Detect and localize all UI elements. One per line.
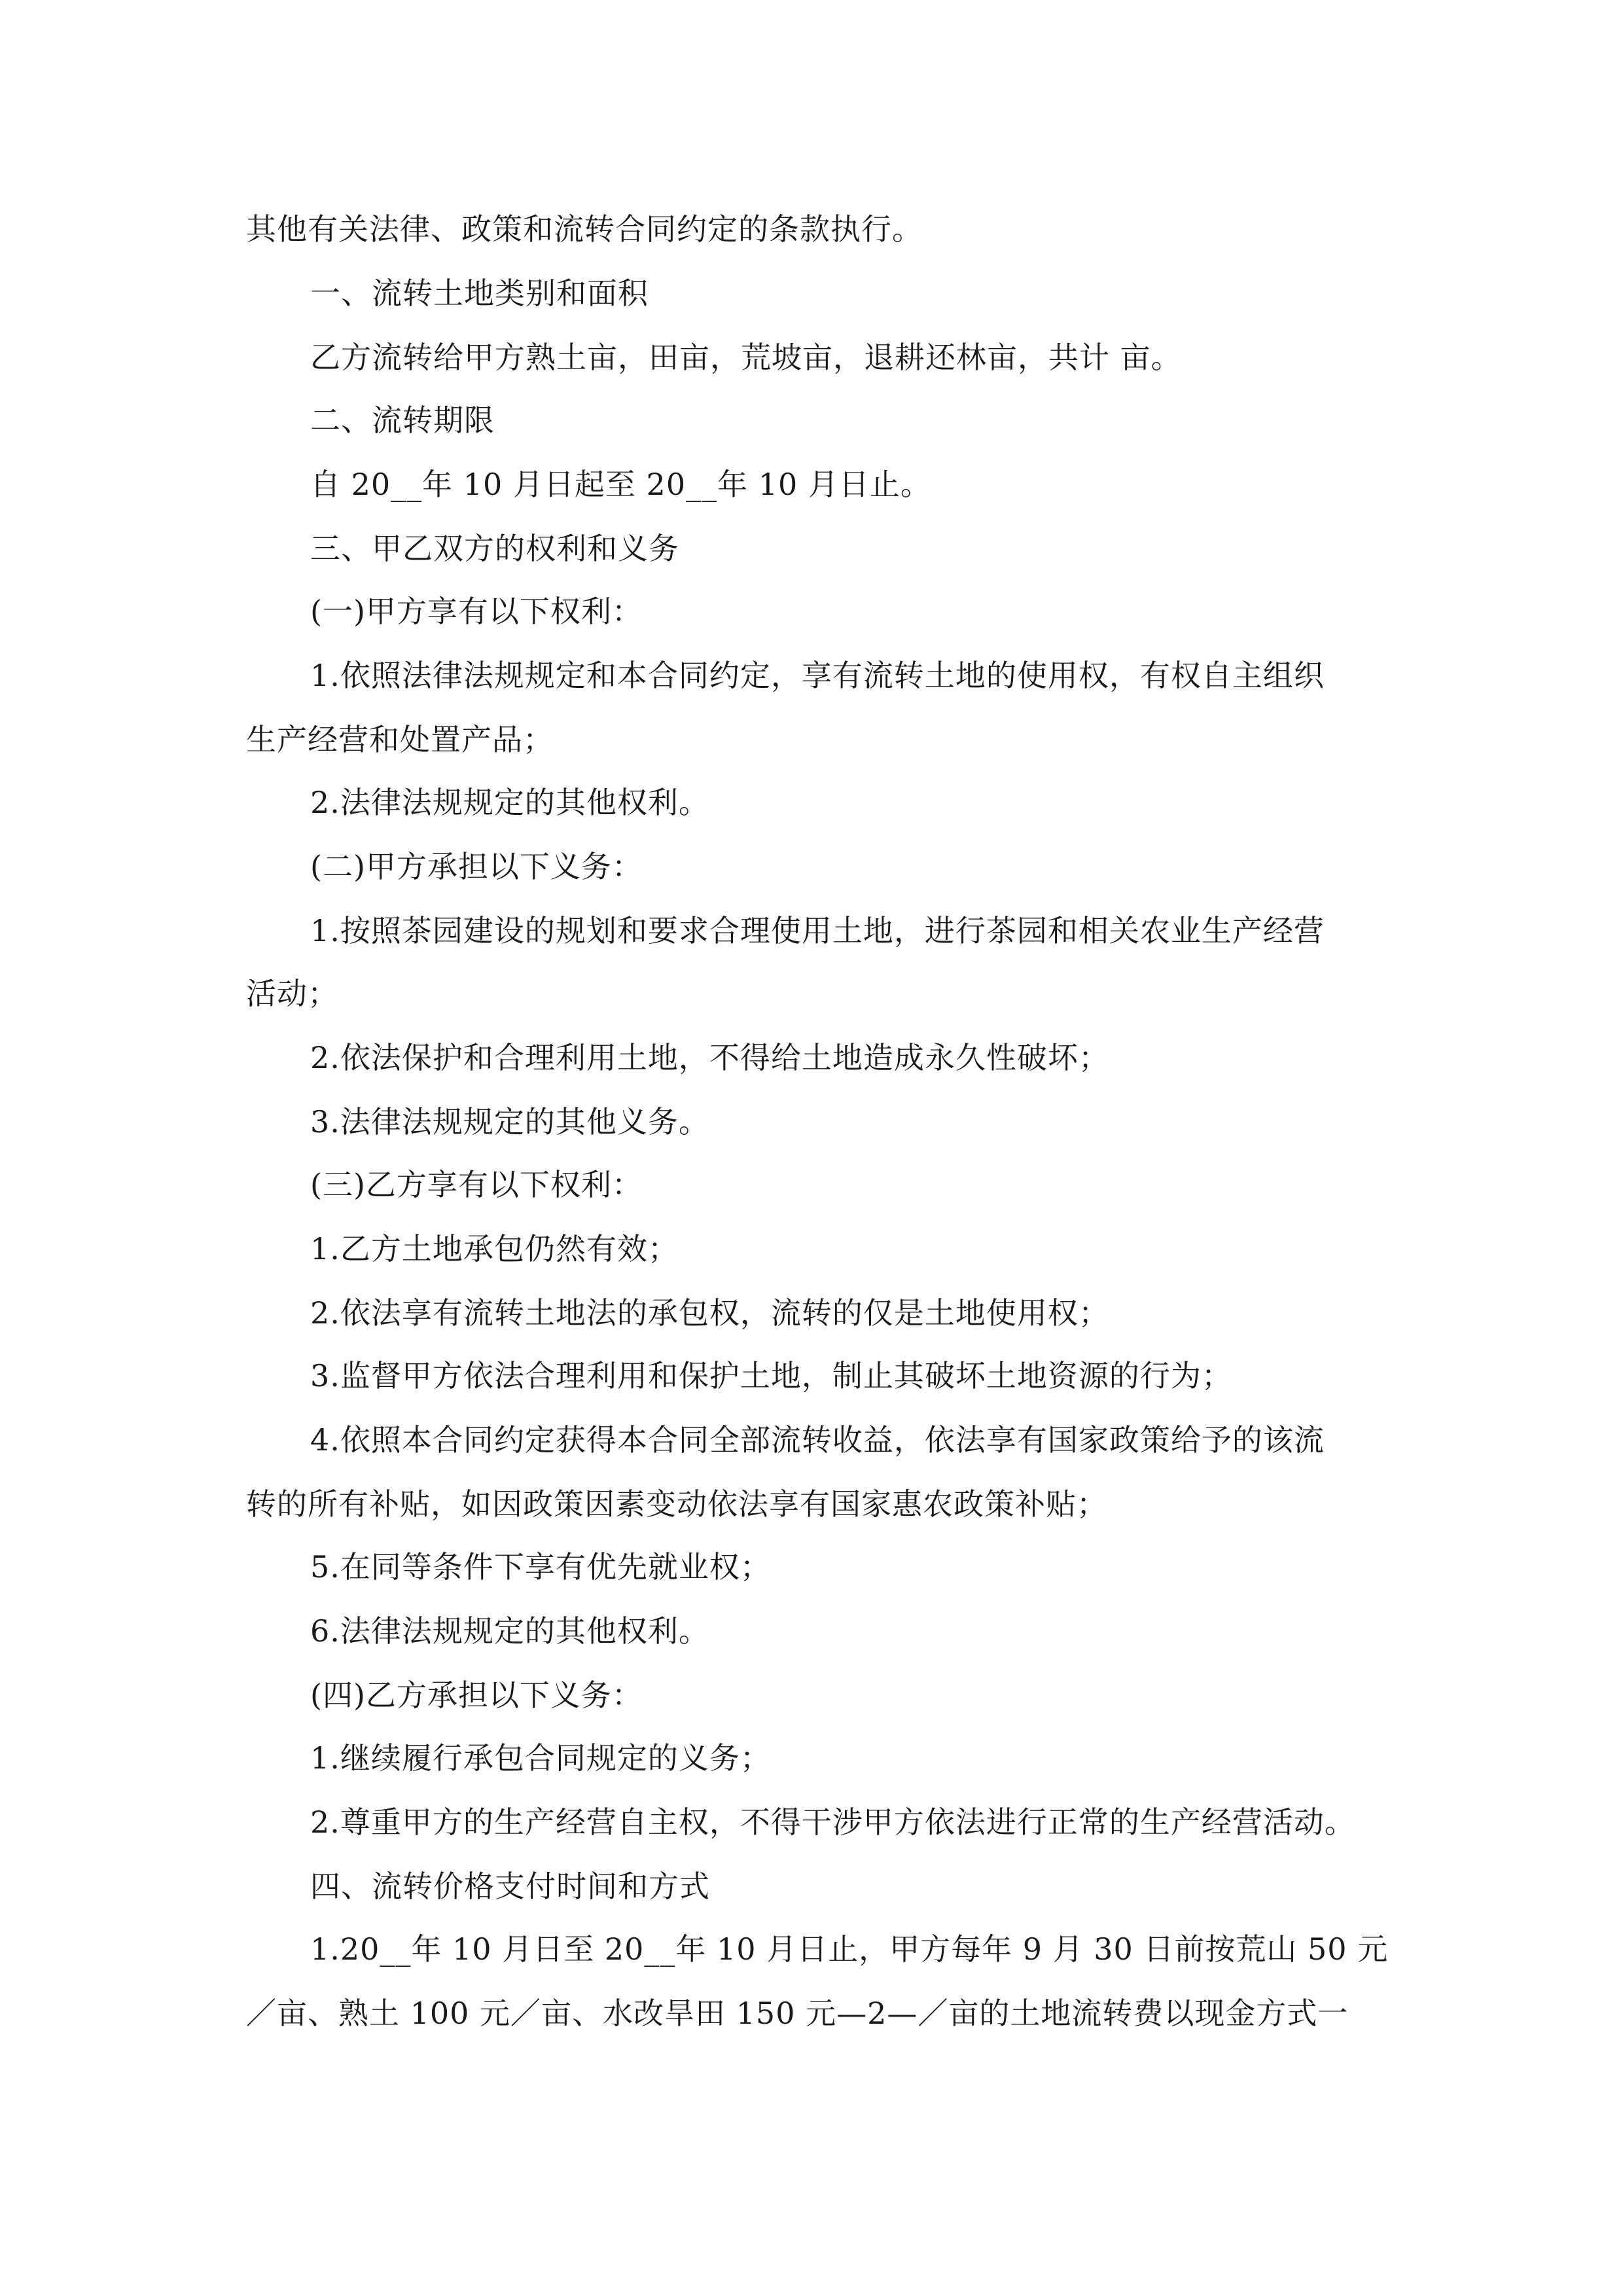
section-heading: 四、流转价格支付时间和方式 — [310, 1869, 710, 1904]
text-line: 1.按照茶园建设的规划和要求合理使用土地，进行茶园和相关农业生产经营 — [310, 913, 1325, 948]
text-line: 1.依照法律法规规定和本合同约定，享有流转土地的使用权，有权自主组织 — [310, 658, 1325, 693]
subsection-heading: (一)甲方享有以下权利： — [310, 594, 643, 629]
subsection-heading: (二)甲方承担以下义务： — [310, 849, 643, 884]
text-line: 1.乙方土地承包仍然有效； — [310, 1231, 679, 1266]
text-line: 活动； — [246, 976, 338, 1011]
text-line: 乙方流转给甲方熟土亩，田亩，荒坡亩，退耕还林亩，共计 亩。 — [310, 340, 1182, 375]
text-line: 2.尊重甲方的生产经营自主权，不得干涉甲方依法进行正常的生产经营活动。 — [310, 1804, 1355, 1840]
text-line: 自 20__年 10 月日起至 20__年 10 月日止。 — [310, 467, 931, 502]
text-line: 生产经营和处置产品； — [246, 722, 554, 757]
text-line: 其他有关法律、政策和流转合同约定的条款执行。 — [246, 211, 923, 247]
text-line: 5.在同等条件下享有优先就业权； — [310, 1549, 771, 1585]
subsection-heading: (四)乙方承担以下义务： — [310, 1677, 643, 1713]
section-heading: 二、流转期限 — [310, 403, 495, 438]
text-line: 2.依法享有流转土地法的承包权，流转的仅是土地使用权； — [310, 1295, 1109, 1331]
section-heading: 三、甲乙双方的权利和义务 — [310, 531, 679, 566]
text-line: 1.20__年 10 月日至 20__年 10 月日止，甲方每年 9 月 30 日前按荒山 50 元 — [310, 1931, 1389, 1967]
text-line: 3.监督甲方依法合理利用和保护土地，制止其破坏土地资源的行为； — [310, 1358, 1232, 1393]
text-line: 3.法律法规规定的其他义务。 — [310, 1104, 709, 1139]
text-line: 2.法律法规规定的其他权利。 — [310, 785, 709, 820]
subsection-heading: (三)乙方享有以下权利： — [310, 1167, 643, 1202]
text-line: 6.法律法规规定的其他权利。 — [310, 1613, 709, 1649]
text-line: 1.继续履行承包合同规定的义务； — [310, 1740, 771, 1776]
text-line: ／亩、熟土 100 元／亩、水改旱田 150 元—2—／亩的土地流转费以现金方式一 — [246, 1996, 1349, 2031]
section-heading: 一、流转土地类别和面积 — [310, 276, 649, 311]
text-line: 4.依照本合同约定获得本合同全部流转收益，依法享有国家政策给予的该流 — [310, 1422, 1325, 1458]
text-line: 2.依法保护和合理利用土地，不得给土地造成永久性破坏； — [310, 1040, 1109, 1075]
text-line: 转的所有补贴，如因政策因素变动依法享有国家惠农政策补贴； — [246, 1486, 1107, 1522]
